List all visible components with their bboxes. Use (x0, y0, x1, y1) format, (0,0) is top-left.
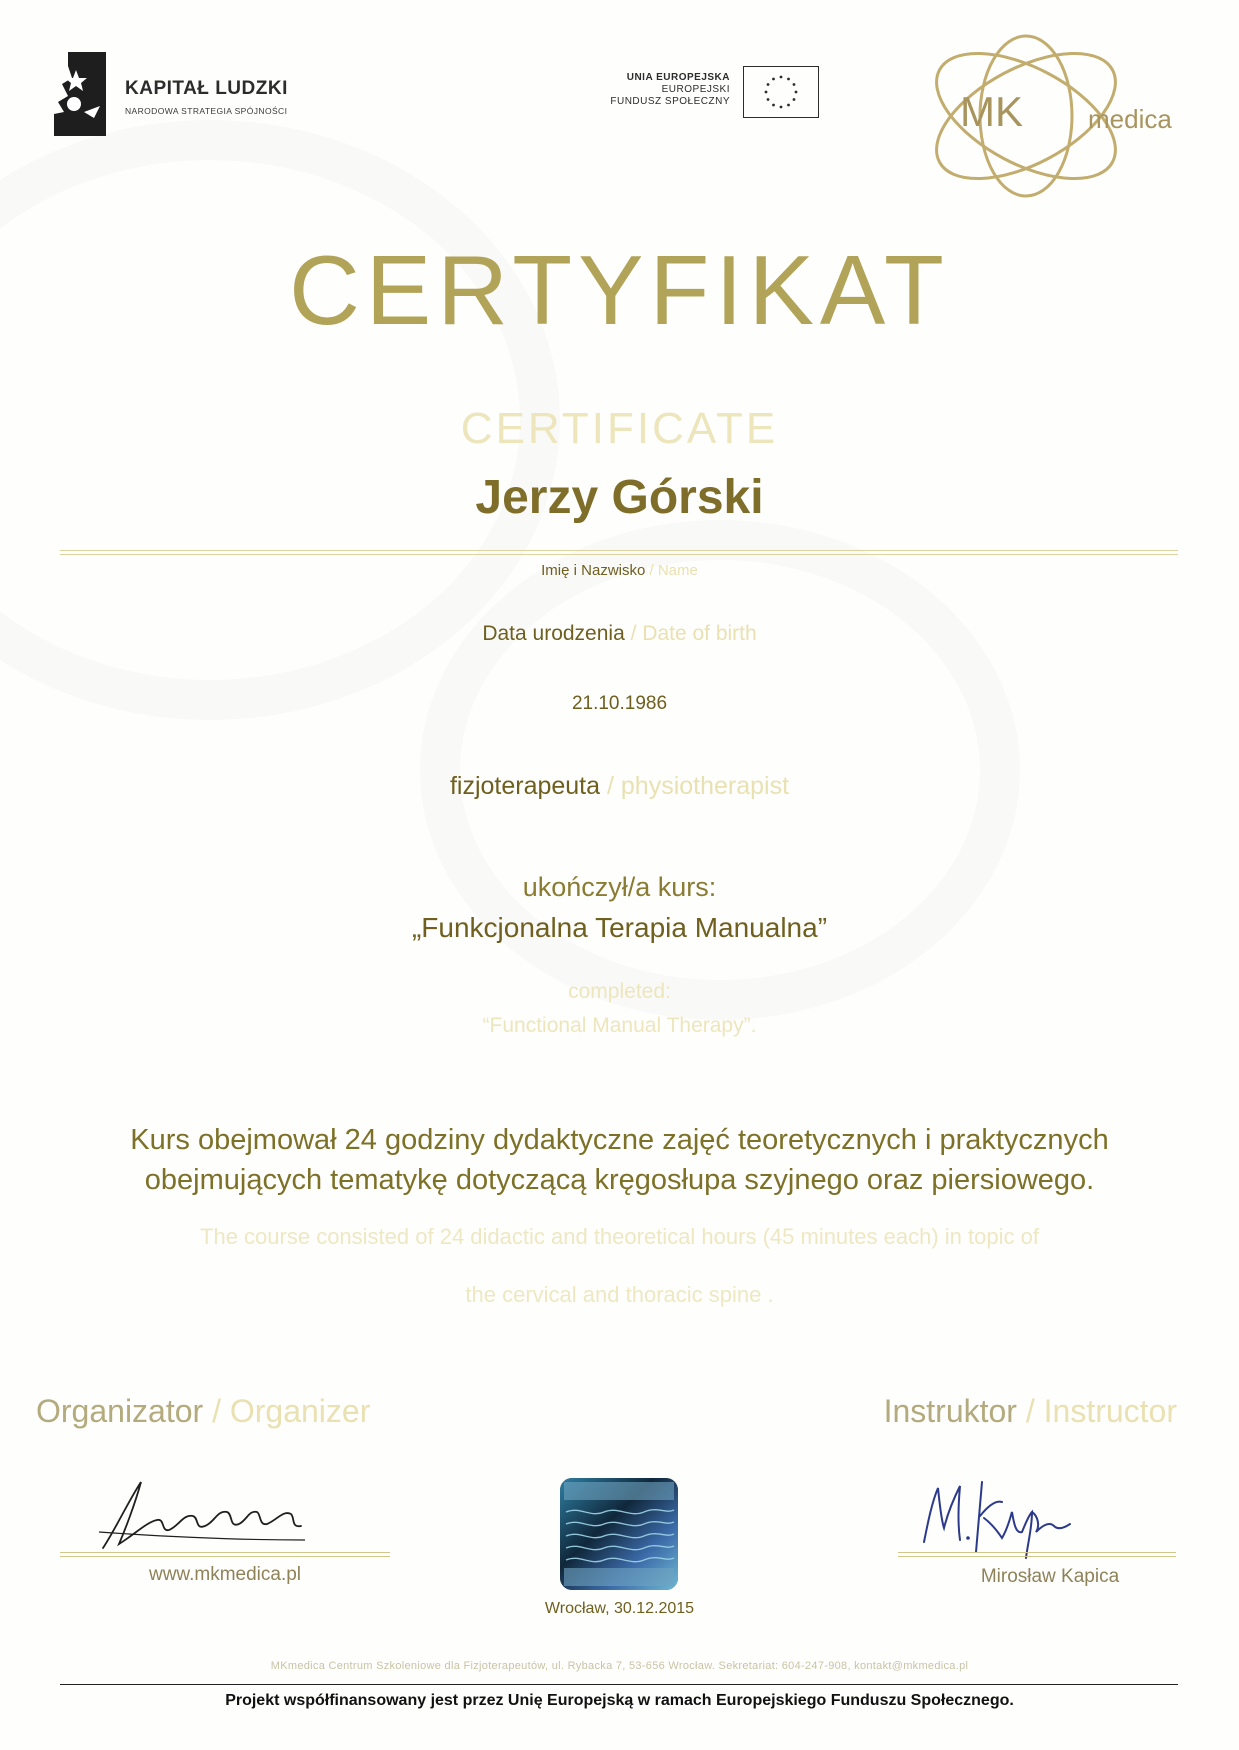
profession-en: / physiotherapist (607, 772, 790, 800)
instructor-name: Mirosław Kapica (980, 1566, 1120, 1587)
description-en-line1: The course consisted of 24 didactic and theoretical hours (45 minutes each) in topic of (200, 1224, 1039, 1249)
footer-address: MKmedica Centrum Szkoleniowe dla Fizjoterapeutów, ul. Rybacka 7, 53-656 Wrocław. Sekretariat: 604-247-908, kontakt@mkmedica.pl (270, 1660, 969, 1672)
eu-star (787, 78, 790, 81)
course-name-pl: „Funkcjonalna Terapia Manualna” (411, 912, 828, 943)
instructor-label-pl: Instruktor (883, 1393, 1017, 1429)
recipient-name: Jerzy Górski (475, 471, 764, 524)
dob-label-pl: Data urodzenia (482, 622, 625, 645)
name-label-en: / Name (649, 562, 698, 579)
eu-star (787, 104, 790, 107)
description-pl-line1: Kurs obejmował 24 godziny dydaktyczne zajęć teoretycznych i praktycznych (130, 1124, 1109, 1156)
watermark-swirl (420, 520, 1020, 1020)
instructor-label (884, 1393, 1177, 1430)
eu-line2: EUROPEJSKI (661, 84, 730, 95)
hologram-icon (560, 1478, 678, 1590)
course-name-en: “Functional Manual Therapy”. (482, 1014, 757, 1037)
eu-flag-icon (743, 66, 819, 118)
eu-star (780, 76, 783, 79)
eu-star (772, 104, 775, 107)
kapital-ludzki-logo-icon (54, 52, 106, 136)
dob-label (0, 622, 1239, 646)
profession (0, 772, 1239, 801)
certificate-subtitle: CERTIFICATE (460, 404, 779, 453)
dob-label-en: / Date of birth (630, 622, 757, 645)
eu-line3: FUNDUSZ SPOŁECZNY (610, 96, 730, 107)
website-text: www.mkmedica.pl (148, 1564, 302, 1585)
name-underline (60, 550, 1178, 551)
dob-value: 21.10.1986 (571, 693, 668, 714)
kapital-ludzki-subtitle: NARODOWA STRATEGIA SPÓJNOŚCI (125, 106, 288, 116)
place-and-date: Wrocław, 30.12.2015 (544, 1600, 695, 1617)
instructor-signature (918, 1472, 1078, 1562)
eu-star (765, 91, 768, 94)
organizer-signature-line (60, 1552, 390, 1553)
profession-pl: fizjoterapeuta (449, 772, 601, 800)
name-label-pl: Imię i Nazwisko (541, 562, 646, 579)
eu-star (793, 98, 796, 101)
instructor-signature-line-2 (898, 1556, 1176, 1557)
completed-label-en: completed: (568, 980, 671, 1003)
certificate-title: CERTYFIKAT (289, 235, 950, 345)
medica-logo-text: medica (1088, 104, 1172, 134)
kapital-ludzki-title: KAPITAŁ LUDZKI (125, 78, 288, 99)
instructor-signature-line (898, 1552, 1176, 1553)
eu-star (780, 106, 783, 109)
organizer-signature (95, 1470, 310, 1555)
eu-star (793, 83, 796, 86)
instructor-label-en: / Instructor (1025, 1393, 1177, 1429)
description-en-line2: the cervical and thoracic spine . (465, 1282, 774, 1307)
footer-project-note: Projekt współfinansowany jest przez Unię Europejską w ramach Europejskiego Funduszu Społecznego. (225, 1692, 1014, 1709)
eu-star (767, 98, 770, 101)
name-underline-2 (60, 554, 1178, 555)
eu-star (795, 91, 798, 94)
organizer-label-pl: Organizator (36, 1393, 204, 1429)
mk-logo-text: MK (960, 88, 1023, 135)
completed-label-pl: ukończył/a kurs: (522, 872, 717, 902)
organizer-label-en: / Organizer (212, 1393, 371, 1429)
eu-star (767, 83, 770, 86)
footer-divider (60, 1684, 1178, 1685)
description-pl-line2: obejmujących tematykę dotyczącą kręgosłupa szyjnego oraz piersiowego. (144, 1164, 1095, 1196)
organizer-label (36, 1393, 370, 1430)
name-label (0, 562, 1239, 579)
eu-line1: UNIA EUROPEJSKA (626, 72, 730, 83)
organizer-signature-line-2 (60, 1556, 390, 1557)
eu-star (772, 78, 775, 81)
eu-text-block (560, 72, 730, 108)
